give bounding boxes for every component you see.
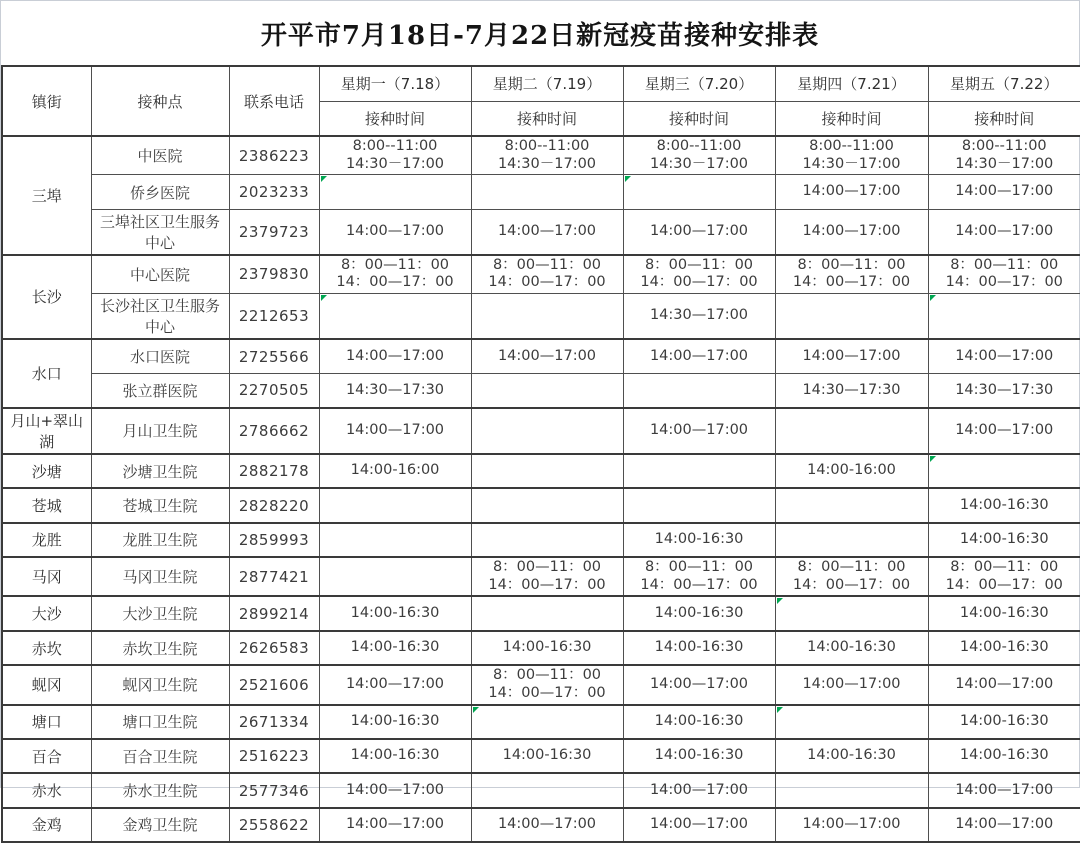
- phone-cell: 2671334: [229, 705, 319, 739]
- time-text: 14:00-16:30: [654, 639, 744, 656]
- table-header: [2, 66, 1080, 136]
- time-subheader-5: 接种时间: [928, 101, 1080, 136]
- table-row: [2, 808, 1080, 842]
- time-cell-day5: [928, 488, 1080, 522]
- site-cell: 塘口卫生院: [91, 705, 229, 739]
- day-header-row: [2, 66, 1080, 101]
- time-text: 8:00--11:00: [961, 138, 1047, 154]
- time-cell-day3: [623, 339, 775, 373]
- time-text: 14:00—17:00: [497, 222, 597, 239]
- time-cell-day5: [928, 374, 1080, 408]
- time-cell-day2: [471, 209, 623, 255]
- time-cell-day1: [319, 665, 471, 704]
- time-text: 14：00—17：00: [488, 576, 606, 593]
- time-cell-day4: [775, 557, 928, 596]
- time-cell-day4: [775, 175, 928, 209]
- time-cell-day4: [775, 773, 928, 807]
- time-cell-day1: [319, 808, 471, 842]
- time-text: 8：00—11：00: [340, 256, 450, 273]
- phone-cell: 2386223: [229, 136, 319, 175]
- time-text: 14:00—17:00: [955, 347, 1054, 364]
- time-cell-day2: [471, 705, 623, 739]
- phone-cell: 2521606: [229, 665, 319, 704]
- cell-flag-icon: [625, 176, 631, 182]
- time-cell-day3: [623, 209, 775, 255]
- table-row: [2, 374, 1080, 408]
- time-cell-day2: [471, 136, 623, 175]
- time-text: 14:30－17:00: [345, 155, 445, 172]
- time-text: 14:00-16:00: [350, 462, 440, 479]
- time-text: 14:00—17:00: [497, 347, 597, 364]
- town-cell: 沙塘: [2, 454, 91, 488]
- time-cell-day5: [928, 209, 1080, 255]
- time-cell-day2: [471, 255, 623, 294]
- time-cell-day5: [928, 739, 1080, 773]
- phone-cell: 2859993: [229, 523, 319, 557]
- time-cell-day4: [775, 596, 928, 630]
- time-cell-day1: [319, 773, 471, 807]
- time-text: 14:00-16:30: [502, 747, 592, 764]
- table-row: [2, 596, 1080, 630]
- time-text: 14:00-16:30: [654, 747, 744, 764]
- time-cell-day1: [319, 705, 471, 739]
- time-cell-day4: [775, 488, 928, 522]
- time-cell-day4: [775, 808, 928, 842]
- time-text: 14:00—17:00: [955, 781, 1054, 798]
- time-text: 14:00—17:00: [345, 222, 445, 239]
- time-text: 14:00-16:30: [502, 639, 592, 656]
- time-cell-day2: [471, 739, 623, 773]
- time-cell-day4: [775, 255, 928, 294]
- time-cell-day3: [623, 705, 775, 739]
- cell-flag-icon: [930, 456, 936, 462]
- cell-flag-icon: [321, 176, 327, 182]
- site-cell: 赤坎卫生院: [91, 631, 229, 665]
- time-text: 14:00—17:00: [649, 781, 749, 798]
- vaccine-schedule-table: [1, 65, 1080, 843]
- time-text: 14：00—17：00: [488, 684, 606, 701]
- time-cell-day5: [928, 454, 1080, 488]
- time-text: 8：00—11：00: [797, 559, 906, 576]
- time-cell-day1: [319, 596, 471, 630]
- time-cell-day2: [471, 339, 623, 373]
- time-subheader-2: 接种时间: [471, 101, 623, 136]
- time-text: 14:00-16:30: [350, 747, 440, 764]
- town-cell: 赤水: [2, 773, 91, 807]
- time-cell-day2: [471, 808, 623, 842]
- table-row: [2, 665, 1080, 704]
- town-cell: 蚬冈: [2, 665, 91, 704]
- time-cell-day1: [319, 209, 471, 255]
- cell-flag-icon: [777, 598, 783, 604]
- time-cell-day1: [319, 488, 471, 522]
- table-row: [2, 136, 1080, 175]
- time-cell-day4: [775, 339, 928, 373]
- time-text: 8：00—11：00: [950, 559, 1059, 576]
- time-text: 14:00-16:30: [350, 712, 440, 729]
- table-row: [2, 739, 1080, 773]
- time-cell-day2: [471, 294, 623, 340]
- day-header-4: 星期四（7.21）: [775, 66, 928, 101]
- time-cell-day1: [319, 523, 471, 557]
- time-text: 14:00—17:00: [802, 183, 901, 200]
- time-cell-day2: [471, 596, 623, 630]
- table-row: [2, 294, 1080, 340]
- town-cell: 百合: [2, 739, 91, 773]
- time-cell-day3: [623, 408, 775, 454]
- time-cell-day4: [775, 454, 928, 488]
- table-row: [2, 408, 1080, 454]
- time-text: 14:30－17:00: [497, 155, 597, 172]
- table-body: [2, 136, 1080, 842]
- time-cell-day5: [928, 255, 1080, 294]
- phone-cell: 2212653: [229, 294, 319, 340]
- town-cell: 大沙: [2, 596, 91, 630]
- site-cell: 月山卫生院: [91, 408, 229, 454]
- town-cell: 赤坎: [2, 631, 91, 665]
- time-text: 14:00-16:30: [654, 712, 744, 729]
- time-text: 14:00-16:30: [959, 712, 1049, 729]
- time-text: 14：00—17：00: [640, 576, 758, 593]
- time-text: 8：00—11：00: [950, 256, 1059, 273]
- phone-cell: 2023233: [229, 175, 319, 209]
- town-cell: 龙胜: [2, 523, 91, 557]
- table-row: [2, 175, 1080, 209]
- time-cell-day1: [319, 374, 471, 408]
- site-cell: 蚬冈卫生院: [91, 665, 229, 704]
- time-cell-day5: [928, 705, 1080, 739]
- time-cell-day2: [471, 408, 623, 454]
- day-header-1: 星期一（7.18）: [319, 66, 471, 101]
- time-text: 14:00—17:00: [802, 816, 901, 833]
- time-text: 14：00—17：00: [792, 576, 911, 593]
- time-text: 14:30－17:00: [802, 155, 901, 172]
- site-cell: 张立群医院: [91, 374, 229, 408]
- time-cell-day5: [928, 339, 1080, 373]
- time-cell-day5: [928, 596, 1080, 630]
- time-text: 14:30—17:30: [802, 381, 901, 398]
- time-cell-day1: [319, 454, 471, 488]
- town-cell: 塘口: [2, 705, 91, 739]
- cell-flag-icon: [321, 295, 327, 301]
- time-text: 14:00—17:00: [649, 422, 749, 439]
- phone-cell: 2626583: [229, 631, 319, 665]
- time-cell-day5: [928, 631, 1080, 665]
- time-text: 8：00—11：00: [644, 559, 754, 576]
- time-text: 14:00-16:30: [807, 747, 896, 764]
- time-cell-day3: [623, 665, 775, 704]
- time-text: 14：00—17：00: [488, 274, 606, 291]
- table-row: [2, 523, 1080, 557]
- time-text: 14:00-16:30: [350, 604, 440, 621]
- town-cell: 金鸡: [2, 808, 91, 842]
- time-text: 14：00—17：00: [945, 576, 1063, 593]
- time-cell-day3: [623, 294, 775, 340]
- time-text: 8:00--11:00: [504, 138, 590, 154]
- time-text: 14:00-16:30: [959, 604, 1049, 621]
- time-text: 8：00—11：00: [492, 256, 602, 273]
- site-cell: 中心医院: [91, 255, 229, 294]
- site-cell: 中医院: [91, 136, 229, 175]
- cell-flag-icon: [930, 295, 936, 301]
- time-text: 14:00—17:00: [345, 781, 445, 798]
- time-cell-day1: [319, 294, 471, 340]
- time-text: 14:00-16:30: [959, 531, 1049, 548]
- table-row: [2, 557, 1080, 596]
- time-subheader-1: 接种时间: [319, 101, 471, 136]
- time-text: 14:30－17:00: [955, 155, 1054, 172]
- time-text: 8:00--11:00: [352, 138, 438, 154]
- time-text: 14:00—17:00: [345, 676, 445, 693]
- time-text: 14:00-16:30: [654, 604, 744, 621]
- phone-cell: 2516223: [229, 739, 319, 773]
- time-text: 14：00—17：00: [336, 274, 454, 291]
- time-text: 8：00—11：00: [644, 256, 754, 273]
- town-cell: 水口: [2, 339, 91, 408]
- table-row: [2, 631, 1080, 665]
- day-header-3: 星期三（7.20）: [623, 66, 775, 101]
- time-cell-day1: [319, 175, 471, 209]
- phone-cell: 2899214: [229, 596, 319, 630]
- time-text: 14:00—17:00: [802, 222, 901, 239]
- time-cell-day3: [623, 454, 775, 488]
- time-cell-day3: [623, 488, 775, 522]
- time-cell-day1: [319, 339, 471, 373]
- page-title: 开平市7月18日-7月22日新冠疫苗接种安排表: [260, 20, 820, 51]
- town-cell: 苍城: [2, 488, 91, 522]
- time-text: 8:00--11:00: [656, 138, 742, 154]
- table-row: [2, 454, 1080, 488]
- time-cell-day5: [928, 408, 1080, 454]
- site-cell: 金鸡卫生院: [91, 808, 229, 842]
- time-cell-day4: [775, 408, 928, 454]
- time-cell-day3: [623, 739, 775, 773]
- time-cell-day3: [623, 255, 775, 294]
- table-row: [2, 339, 1080, 373]
- time-text: 14:00-16:30: [807, 639, 896, 656]
- time-cell-day1: [319, 739, 471, 773]
- site-cell: 赤水卫生院: [91, 773, 229, 807]
- time-text: 14:00—17:00: [649, 816, 749, 833]
- time-cell-day4: [775, 209, 928, 255]
- time-cell-day2: [471, 631, 623, 665]
- time-subheader-3: 接种时间: [623, 101, 775, 136]
- time-text: 14:00—17:00: [955, 222, 1054, 239]
- time-text: 14:00—17:00: [802, 676, 901, 693]
- time-text: 14:30—17:00: [649, 307, 749, 324]
- time-cell-day4: [775, 705, 928, 739]
- time-text: 8：00—11：00: [492, 559, 602, 576]
- time-cell-day3: [623, 557, 775, 596]
- time-cell-day2: [471, 665, 623, 704]
- time-text: 14:00—17:00: [955, 816, 1054, 833]
- time-text: 14:00-16:30: [959, 747, 1049, 764]
- time-text: 14:00—17:00: [345, 422, 445, 439]
- day-header-2: 星期二（7.19）: [471, 66, 623, 101]
- site-cell: 侨乡医院: [91, 175, 229, 209]
- time-text: 14:30—17:30: [955, 381, 1054, 398]
- time-cell-day2: [471, 773, 623, 807]
- phone-cell: 2379830: [229, 255, 319, 294]
- time-text: 14:00—17:00: [802, 347, 901, 364]
- time-text: 14:00-16:30: [959, 639, 1049, 656]
- time-cell-day4: [775, 665, 928, 704]
- site-cell: 沙塘卫生院: [91, 454, 229, 488]
- time-cell-day3: [623, 374, 775, 408]
- table-row: [2, 773, 1080, 807]
- time-text: 14:00—17:00: [649, 676, 749, 693]
- time-cell-day5: [928, 808, 1080, 842]
- time-text: 14:00—17:00: [649, 222, 749, 239]
- time-subheader-4: 接种时间: [775, 101, 928, 136]
- phone-cell: 2577346: [229, 773, 319, 807]
- day-header-5: 星期五（7.22）: [928, 66, 1080, 101]
- time-text: 14：00—17：00: [945, 274, 1063, 291]
- time-cell-day3: [623, 773, 775, 807]
- time-cell-day2: [471, 523, 623, 557]
- phone-cell: 2882178: [229, 454, 319, 488]
- time-cell-day4: [775, 739, 928, 773]
- time-text: 8:00--11:00: [809, 138, 894, 154]
- table-row: [2, 488, 1080, 522]
- town-cell: 月山+翠山湖: [2, 408, 91, 454]
- time-cell-day5: [928, 136, 1080, 175]
- time-cell-day3: [623, 808, 775, 842]
- phone-cell: 2877421: [229, 557, 319, 596]
- time-text: 14:00—17:00: [345, 347, 445, 364]
- cell-flag-icon: [777, 707, 783, 713]
- time-text: 14：00—17：00: [792, 274, 911, 291]
- time-cell-day2: [471, 557, 623, 596]
- time-cell-day3: [623, 596, 775, 630]
- phone-cell: 2379723: [229, 209, 319, 255]
- time-text: 14:00-16:30: [350, 639, 440, 656]
- time-text: 8：00—11：00: [797, 256, 906, 273]
- time-cell-day3: [623, 631, 775, 665]
- time-cell-day2: [471, 454, 623, 488]
- time-cell-day5: [928, 773, 1080, 807]
- time-text: 14:00—17:00: [497, 816, 597, 833]
- time-cell-day5: [928, 523, 1080, 557]
- time-cell-day2: [471, 374, 623, 408]
- time-text: 14:00-16:30: [654, 531, 744, 548]
- phone-cell: 2558622: [229, 808, 319, 842]
- time-cell-day1: [319, 631, 471, 665]
- time-text: 14:00—17:00: [649, 347, 749, 364]
- time-cell-day3: [623, 175, 775, 209]
- time-text: 14:30－17:00: [649, 155, 749, 172]
- table-row: [2, 255, 1080, 294]
- time-text: 14:00—17:00: [345, 816, 445, 833]
- time-text: 14:00—17:00: [955, 676, 1054, 693]
- column-header-site: 接种点: [91, 66, 229, 136]
- time-cell-day5: [928, 294, 1080, 340]
- time-cell-day4: [775, 631, 928, 665]
- town-cell: 三埠: [2, 136, 91, 255]
- time-cell-day1: [319, 557, 471, 596]
- site-cell: 大沙卫生院: [91, 596, 229, 630]
- time-cell-day1: [319, 408, 471, 454]
- time-cell-day1: [319, 255, 471, 294]
- time-cell-day2: [471, 175, 623, 209]
- phone-cell: 2786662: [229, 408, 319, 454]
- time-text: 14:30—17:30: [345, 381, 445, 398]
- time-cell-day5: [928, 665, 1080, 704]
- cell-flag-icon: [473, 707, 479, 713]
- time-cell-day5: [928, 175, 1080, 209]
- time-text: 14：00—17：00: [640, 274, 758, 291]
- time-cell-day3: [623, 136, 775, 175]
- table-row: [2, 209, 1080, 255]
- site-cell: 长沙社区卫生服务中心: [91, 294, 229, 340]
- time-cell-day5: [928, 557, 1080, 596]
- time-cell-day4: [775, 136, 928, 175]
- site-cell: 马冈卫生院: [91, 557, 229, 596]
- time-text: 14:00—17:00: [955, 183, 1054, 200]
- town-cell: 马冈: [2, 557, 91, 596]
- time-text: 14:00-16:30: [959, 496, 1049, 513]
- town-cell: 长沙: [2, 255, 91, 339]
- time-cell-day4: [775, 374, 928, 408]
- time-cell-day2: [471, 488, 623, 522]
- site-cell: 苍城卫生院: [91, 488, 229, 522]
- site-cell: 百合卫生院: [91, 739, 229, 773]
- column-header-phone: 联系电话: [229, 66, 319, 136]
- site-cell: 龙胜卫生院: [91, 523, 229, 557]
- time-text: 8：00—11：00: [492, 667, 602, 684]
- time-cell-day4: [775, 294, 928, 340]
- time-text: 14:00-16:00: [807, 462, 896, 479]
- time-cell-day4: [775, 523, 928, 557]
- time-text: 14:00—17:00: [955, 422, 1054, 439]
- site-cell: 三埠社区卫生服务中心: [91, 209, 229, 255]
- phone-cell: 2828220: [229, 488, 319, 522]
- time-cell-day1: [319, 136, 471, 175]
- phone-cell: 2725566: [229, 339, 319, 373]
- table-row: [2, 705, 1080, 739]
- time-cell-day3: [623, 523, 775, 557]
- phone-cell: 2270505: [229, 374, 319, 408]
- site-cell: 水口医院: [91, 339, 229, 373]
- column-header-town: 镇街: [2, 66, 91, 136]
